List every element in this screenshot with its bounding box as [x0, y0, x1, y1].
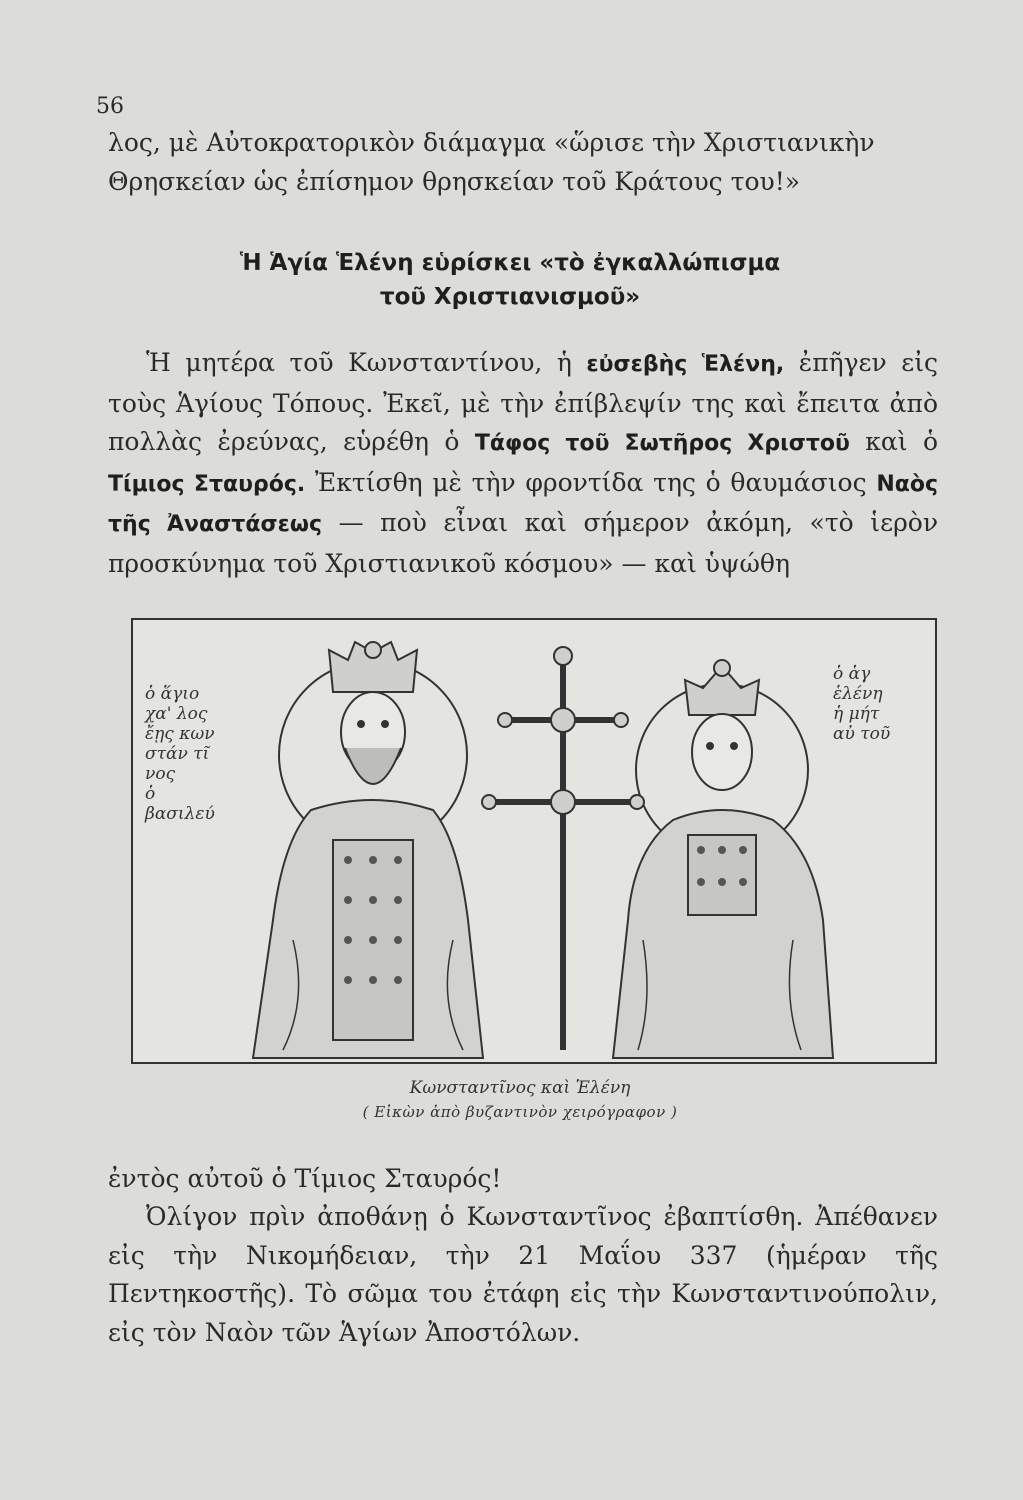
caption-source: ( Εἰκὼν ἀπὸ βυζαντινὸν χειρόγραφον ) — [362, 1103, 678, 1121]
body-text: Ἐκτίσθη μὲ τὴν φροντίδα της ὁ θαυμάσιος — [305, 467, 877, 497]
heading-line-1: Ἡ Ἁγία Ἑλένη εὑρίσκει «τὸ ἐγκαλλώπισμα — [239, 250, 781, 276]
bold-phrase: Τίμιος Σταυρός. — [108, 471, 306, 497]
body-text: ἐπῆγεν εἰς τοὺς Ἁγίους Τόπους. Ἐκεῖ, μὲ τὴν ἐπίβλεψίν της καὶ ἔπειτα ἀπὸ πολλὰς ἐρεύνας, εὑρέθη ὁ — [108, 348, 938, 456]
body-text: — ποὺ εἶναι καὶ σήμερον ἀκόμη, «τὸ ἱερὸν προσκύνημα τοῦ Χριστιανικοῦ κόσμου» — καὶ ὑψώθη — [108, 508, 939, 578]
intro-line-2: Θρησκείαν ὡς ἐπίσημον θρησκείαν τοῦ Κράτους του!» — [108, 166, 801, 196]
caption-title: Κωνσταντῖνος καὶ Ἑλένη — [409, 1078, 631, 1098]
after-figure-line: ἐντὸς αὐτοῦ ὁ Τίμιος Σταυρός! — [108, 1164, 502, 1193]
intro-paragraph — [108, 124, 938, 201]
page-number: 56 — [96, 94, 124, 119]
bold-phrase: Τάφος τοῦ Σωτῆρος Χριστοῦ — [474, 431, 850, 456]
inscription-right: ὁ ἁγ ἑλένη ἡ μήτ αὐ τοῦ — [833, 664, 891, 744]
emperor-empress-drawing — [133, 620, 935, 1062]
body-text: καὶ ὁ — [849, 427, 939, 456]
bold-phrase: Ναὸς τῆς Ἀναστάσεως — [108, 471, 938, 537]
figure-caption — [300, 1076, 740, 1124]
final-paragraph: Ὀλίγον πρὶν ἀποθάνῃ ὁ Κωνσταντῖνος ἐβαπτίσθη. Ἀπέθανεν εἰς τὴν Νικομήδειαν, τὴν 21 Μαΐου 337 (ἡμέραν τῆς Πεντηκοστῆς). Τὸ σῶμα του ἐτάφη εἰς τὴν Κωνσταντινούπολιν, εἰς τὸν Ναὸν τῶν Ἁγίων Ἀποστόλων. — [108, 1202, 938, 1347]
body-paragraph — [108, 344, 938, 583]
byzantine-illustration — [131, 618, 937, 1064]
section-heading — [150, 246, 870, 314]
intro-line-1: λος, μὲ Αὐτοκρατορικὸν διάμαγμα «ὥρισε τὴν Χριστιανικὴν — [108, 128, 875, 157]
heading-line-2: τοῦ Χριστιανισμοῦ» — [379, 284, 641, 310]
bold-phrase: εὐσεβὴς Ἑλένη, — [586, 352, 785, 377]
body-text: Ἡ μητέρα τοῦ Κωνσταντίνου, ἡ — [146, 348, 587, 377]
inscription-left: ὁ ἅγιο χα' λος ἔῃς κων στάν τῖ νος ὁ βασιλεύ — [145, 684, 215, 824]
